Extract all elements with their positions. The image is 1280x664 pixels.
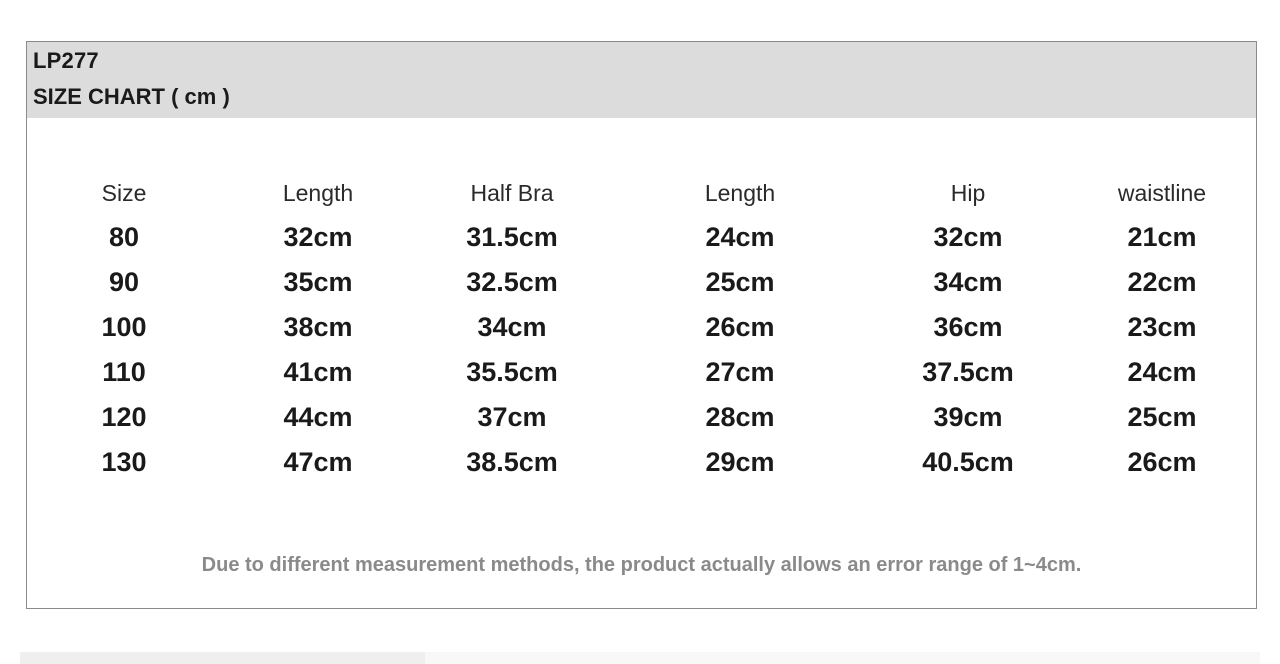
- cell-half-bra: 34cm: [477, 312, 547, 342]
- cell-length-2: 27cm: [705, 357, 775, 387]
- cell-size: 110: [102, 357, 146, 387]
- product-code: LP277: [33, 48, 99, 73]
- cell-half-bra: 35.5cm: [466, 357, 558, 387]
- cell-size: 90: [108, 267, 140, 297]
- bottom-divider-left: [20, 652, 425, 664]
- cell-waistline: 23cm: [1127, 312, 1197, 342]
- cell-size: 100: [101, 312, 147, 342]
- cell-hip: 40.5cm: [922, 447, 1014, 477]
- table-row: [27, 357, 1256, 401]
- cell-length: 32cm: [283, 222, 353, 252]
- cell-hip: 39cm: [933, 402, 1003, 432]
- cell-length: 41cm: [283, 357, 353, 387]
- cell-length-2: 25cm: [705, 267, 775, 297]
- column-header-size: Size: [101, 180, 147, 206]
- cell-length: 44cm: [283, 402, 353, 432]
- cell-length-2: 28cm: [705, 402, 775, 432]
- cell-waistline: 21cm: [1127, 222, 1197, 252]
- table-row: [27, 267, 1256, 311]
- column-header-half-bra: Half Bra: [470, 180, 554, 206]
- table-row: [27, 447, 1256, 491]
- column-header-length: Length: [282, 180, 354, 206]
- cell-waistline: 24cm: [1127, 357, 1197, 387]
- chart-header: [27, 42, 1256, 118]
- chart-title: SIZE CHART ( cm ): [33, 84, 230, 109]
- cell-half-bra: 38.5cm: [466, 447, 558, 477]
- cell-waistline: 26cm: [1127, 447, 1197, 477]
- cell-length: 47cm: [283, 447, 353, 477]
- measurement-note: Due to different measurement methods, the product actually allows an error range of 1~4cm.: [201, 554, 1082, 576]
- cell-length: 35cm: [283, 267, 353, 297]
- cell-length-2: 26cm: [705, 312, 775, 342]
- column-header-waistline: waistline: [1117, 180, 1207, 206]
- cell-half-bra: 37cm: [477, 402, 547, 432]
- cell-size: 120: [101, 402, 147, 432]
- cell-size: 80: [108, 222, 140, 252]
- cell-size: 130: [101, 447, 147, 477]
- table-row: [27, 402, 1256, 446]
- cell-hip: 34cm: [933, 267, 1003, 297]
- table-row: [27, 222, 1256, 266]
- table-row: [27, 312, 1256, 356]
- cell-waistline: 22cm: [1127, 267, 1197, 297]
- column-header-hip: Hip: [950, 180, 986, 206]
- cell-hip: 36cm: [933, 312, 1003, 342]
- cell-half-bra: 32.5cm: [466, 267, 558, 297]
- cell-length-2: 29cm: [705, 447, 775, 477]
- cell-waistline: 25cm: [1127, 402, 1197, 432]
- table-header-row: [27, 180, 1256, 224]
- cell-hip: 37.5cm: [922, 357, 1014, 387]
- cell-length-2: 24cm: [705, 222, 775, 252]
- size-chart: [26, 41, 1257, 609]
- cell-hip: 32cm: [933, 222, 1003, 252]
- column-header-length-2: Length: [704, 180, 776, 206]
- cell-length: 38cm: [283, 312, 353, 342]
- cell-half-bra: 31.5cm: [466, 222, 558, 252]
